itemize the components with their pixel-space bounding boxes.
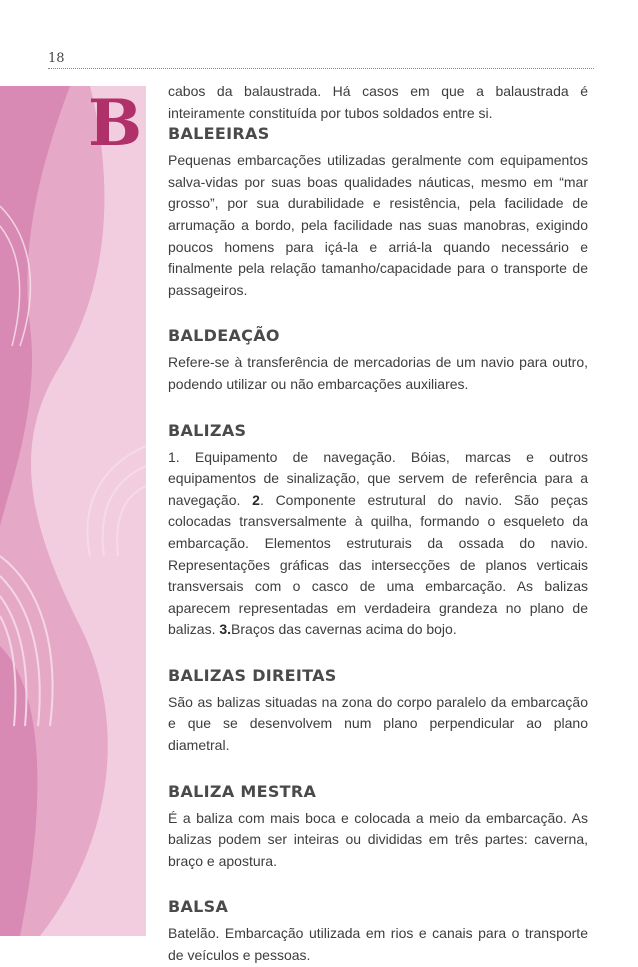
entry-title: BALSA: [168, 897, 229, 917]
section-letter: B: [88, 86, 143, 161]
entry-balizas-direitas: [168, 666, 588, 757]
entry-title: BALIZAS DIREITAS: [168, 665, 337, 685]
entry-balsa: [168, 897, 588, 966]
entry-definition: Pequenas embarcações utilizadas geralmente com equipamentos salva-vidas por suas boas qualidades náuticas, mesmo em “mar grosso”, por sua durabilidade e resistência, pela facilidade de arrumação a bordo, pela facilidade nas suas manobras, exigindo poucos homens para içá-la e arriá-la quando necessário e finalmente pela relação tamanho/capacidade para o transporte de passageiros.: [168, 152, 588, 298]
entry-baleeiras: [168, 124, 588, 301]
entry-baldeacao: [168, 326, 588, 395]
main-content: [168, 81, 588, 967]
definition-number-2: 2: [252, 491, 260, 508]
entry-balizas: [168, 421, 588, 641]
header-rule: [48, 68, 594, 69]
entry-definition: [168, 447, 588, 641]
entry-title: BALIZA MESTRA: [168, 781, 317, 801]
entry-definition: É a baliza com mais boca e colocada a meio da embarcação. As balizas podem ser inteiras ou divididas em três partes: caverna, braço e apostura.: [168, 809, 588, 869]
definition-part-3: Braços das cavernas acima do bojo.: [231, 621, 457, 638]
page-number: 18: [48, 51, 65, 66]
entry-title: BALEEIRAS: [168, 124, 270, 144]
entry-definition: São as balizas situadas na zona do corpo paralelo da embarcação e que se desenvolvem num plano perpendicular ao plano diametral.: [168, 693, 588, 754]
entry-definition: Batelão. Embarcação utilizada em rios e canais para o transporte de veículos e pessoas.: [168, 925, 588, 964]
intro-paragraph: cabos da balaustrada. Há casos em que a balaustrada é inteiramente constituída por tubos soldados entre si.: [168, 83, 588, 121]
entry-title: BALDEAÇÃO: [168, 326, 280, 346]
definition-number-3: 3.: [219, 621, 232, 638]
entry-title: BALIZAS: [168, 420, 247, 440]
entry-baliza-mestra: [168, 782, 588, 873]
entry-definition: Refere-se à transferência de mercadorias de um navio para outro, podendo utilizar ou não embarcações auxiliares.: [168, 354, 588, 392]
definition-part-2: . Componente estrutural do navio. São peças colocadas transversalmente à quilha, formando o esqueleto da embarcação. Elementos estruturais da ossada do navio. Representações gráficas das intersecções de planos verticais transversais com o casco de uma embarcação. As balizas aparecem representadas em verdadeira grandeza no plano de balizas.: [168, 491, 588, 638]
definition-part-1: 1. Equipamento de navegação. Bóias, marcas e outros equipamentos de sinalização, que servem de referência para a navegação.: [168, 448, 588, 508]
decorative-side-panel: [0, 86, 146, 936]
